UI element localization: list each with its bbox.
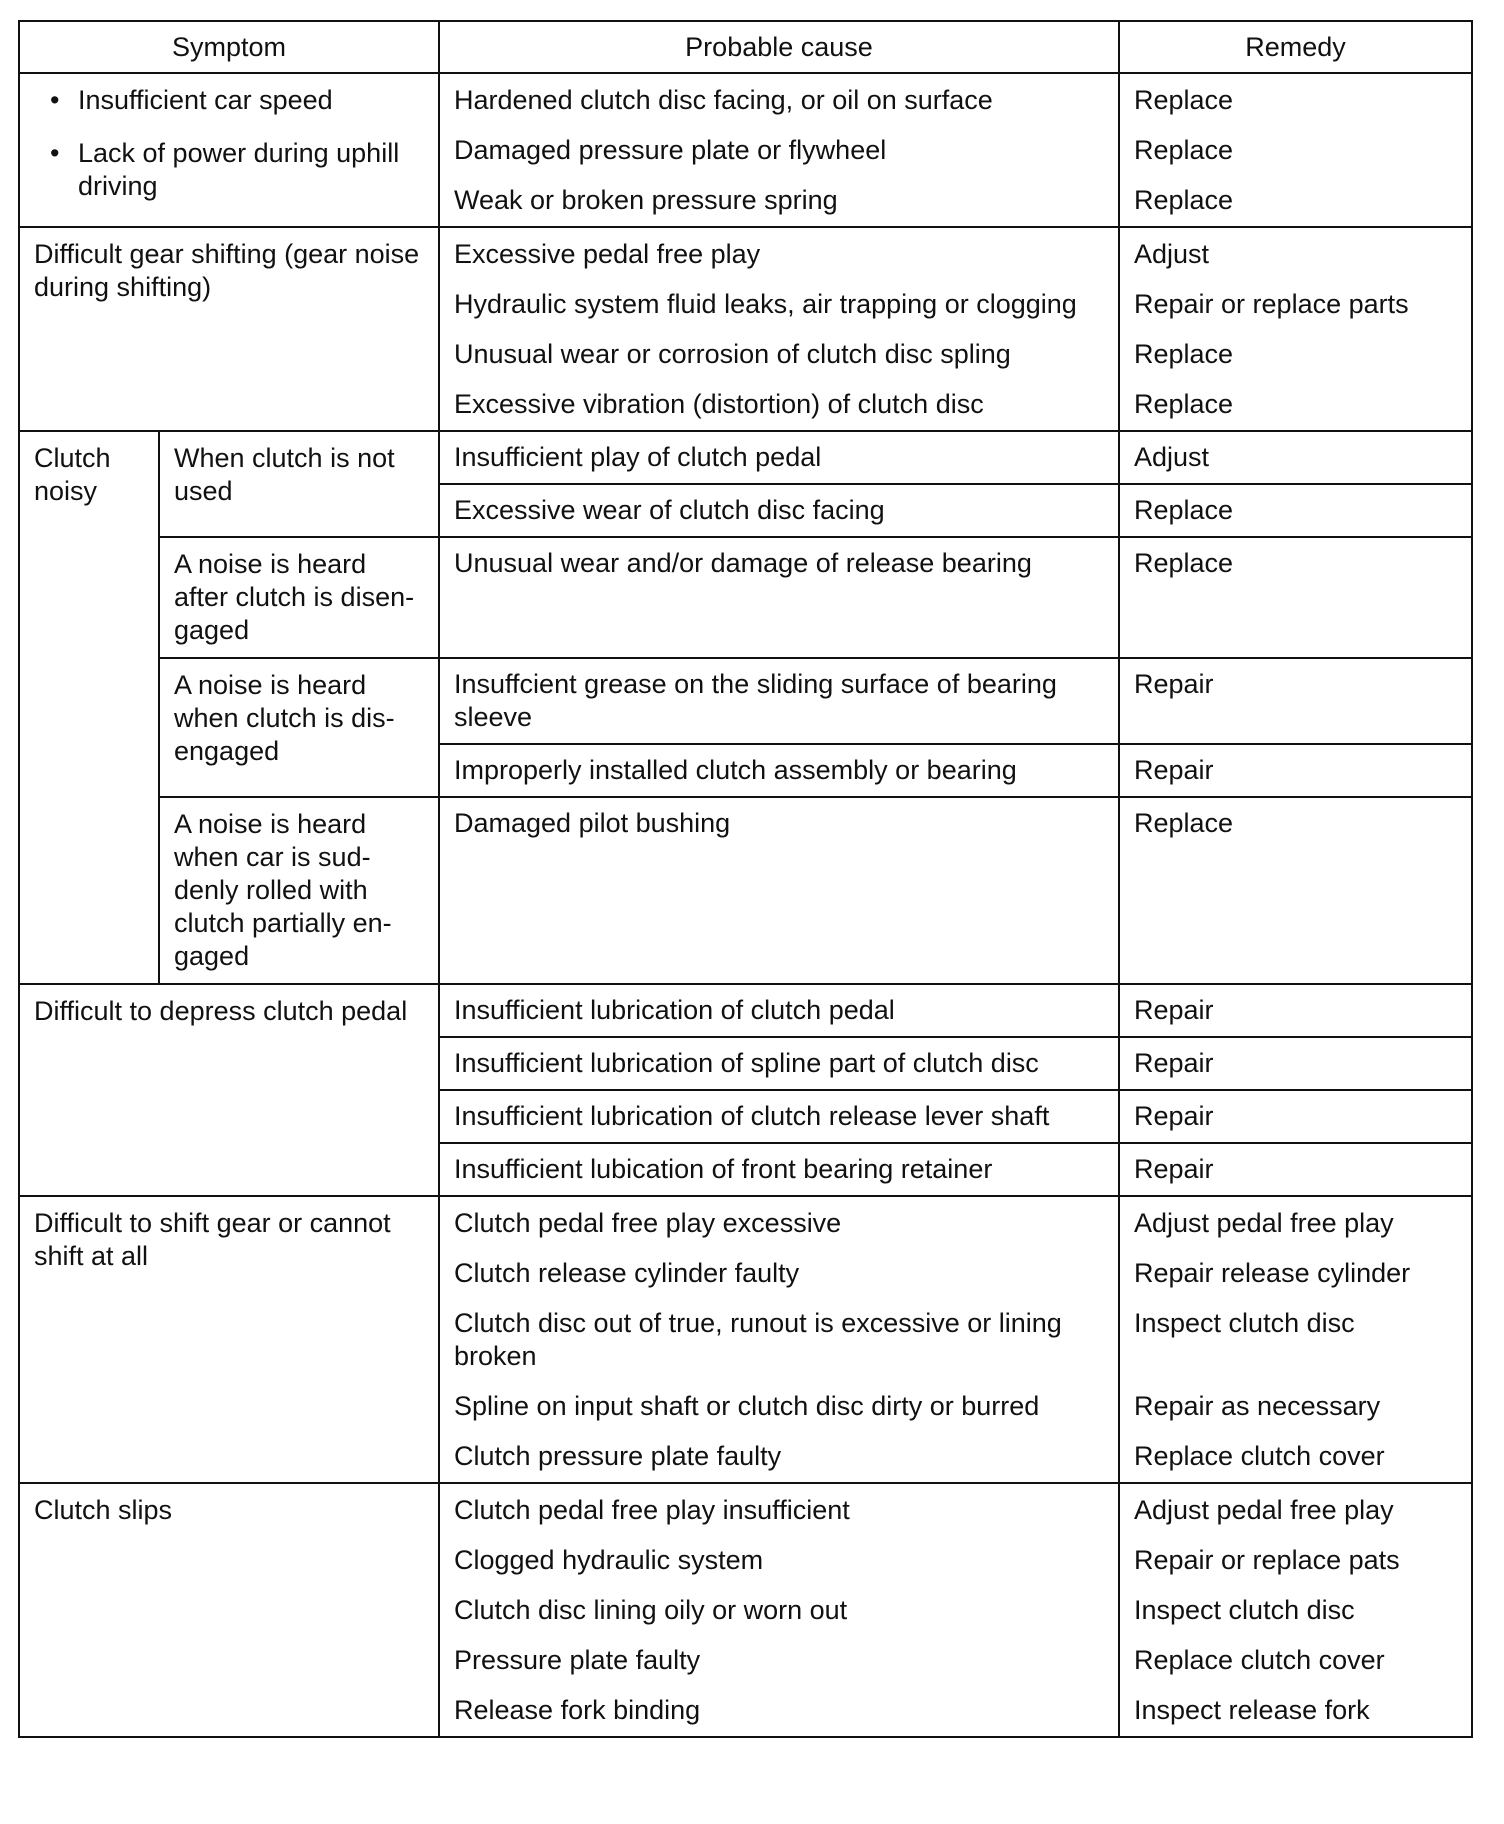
cause-cell: Unusual wear and/or damage of release bearing: [439, 537, 1119, 658]
table-row: [19, 658, 1472, 744]
symptom-cell: Difficult gear shifting (gear noise during shifting): [19, 227, 439, 431]
cause-cell: Spline on input shaft or clutch disc dirty or burred: [439, 1382, 1119, 1432]
symptom-text: Lack of power during uphill driving: [78, 138, 400, 201]
remedy-cell: Replace: [1119, 484, 1472, 537]
cause-cell: Damaged pilot bushing: [439, 797, 1119, 984]
symptom-bullet-item: [50, 84, 426, 117]
remedy-cell: Repair as necessary: [1119, 1382, 1472, 1432]
remedy-cell: Inspect clutch disc: [1119, 1586, 1472, 1636]
condition-cell: A noise is heard after clutch is disen-gaged: [159, 537, 439, 658]
remedy-cell: Inspect release fork: [1119, 1686, 1472, 1737]
remedy-cell: Repair: [1119, 1037, 1472, 1090]
cause-cell: Insufficient play of clutch pedal: [439, 431, 1119, 484]
remedy-cell: Repair or replace parts: [1119, 280, 1472, 330]
cause-cell: Hardened clutch disc facing, or oil on surface: [439, 73, 1119, 126]
remedy-cell: Replace clutch cover: [1119, 1432, 1472, 1483]
troubleshooting-table: [18, 20, 1473, 1738]
cause-cell: Insufficient lubrication of spline part of clutch disc: [439, 1037, 1119, 1090]
table-row: [19, 797, 1472, 984]
condition-cell: When clutch is not used: [159, 431, 439, 537]
remedy-cell: Replace: [1119, 330, 1472, 380]
condition-cell: A noise is heard when car is sud-denly rolled with clutch partially en-gaged: [159, 797, 439, 984]
cause-cell: Hydraulic system fluid leaks, air trapping or clogging: [439, 280, 1119, 330]
header-symptom: Symptom: [19, 21, 439, 73]
remedy-cell: Adjust: [1119, 227, 1472, 280]
cause-cell: Damaged pressure plate or flywheel: [439, 126, 1119, 176]
symptom-bullet-list: [34, 84, 426, 203]
cause-cell: Clutch pedal free play insufficient: [439, 1483, 1119, 1536]
cause-cell: Clutch pedal free play excessive: [439, 1196, 1119, 1249]
cause-cell: Clutch release cylinder faulty: [439, 1249, 1119, 1299]
remedy-cell: Replace clutch cover: [1119, 1636, 1472, 1686]
symptom-cell: Clutch slips: [19, 1483, 439, 1737]
troubleshooting-table-container: [18, 20, 1471, 1738]
remedy-cell: Inspect clutch disc: [1119, 1299, 1472, 1382]
table-row: [19, 537, 1472, 658]
cause-cell: Insuffcient grease on the sliding surface of bearing sleeve: [439, 658, 1119, 744]
remedy-cell: Repair: [1119, 984, 1472, 1037]
symptom-cell: Clutch noisy: [19, 431, 159, 984]
remedy-cell: Repair: [1119, 1143, 1472, 1196]
header-row: [19, 21, 1472, 73]
cause-cell: Excessive pedal free play: [439, 227, 1119, 280]
cause-cell: Unusual wear or corrosion of clutch disc spling: [439, 330, 1119, 380]
remedy-cell: Repair or replace pats: [1119, 1536, 1472, 1586]
remedy-cell: Replace: [1119, 380, 1472, 431]
symptom-cell: [19, 73, 439, 227]
symptom-bullet-item: [50, 137, 426, 203]
remedy-cell: Replace: [1119, 797, 1472, 984]
remedy-cell: Repair: [1119, 744, 1472, 797]
cause-cell: Insufficient lubrication of clutch release lever shaft: [439, 1090, 1119, 1143]
remedy-cell: Repair: [1119, 1090, 1472, 1143]
condition-cell: A noise is heard when clutch is dis-engaged: [159, 658, 439, 797]
cause-cell: Clogged hydraulic system: [439, 1536, 1119, 1586]
table-row: [19, 984, 1472, 1037]
table-row: [19, 1483, 1472, 1536]
table-row: [19, 1196, 1472, 1249]
table-row: [19, 227, 1472, 280]
remedy-cell: Repair: [1119, 658, 1472, 744]
remedy-cell: Adjust pedal free play: [1119, 1196, 1472, 1249]
cause-cell: Insufficient lubrication of clutch pedal: [439, 984, 1119, 1037]
table-row: [19, 73, 1472, 126]
remedy-cell: Replace: [1119, 126, 1472, 176]
cause-cell: Excessive wear of clutch disc facing: [439, 484, 1119, 537]
cause-cell: Clutch disc out of true, runout is excessive or lining broken: [439, 1299, 1119, 1382]
cause-cell: Excessive vibration (distortion) of clutch disc: [439, 380, 1119, 431]
cause-cell: Improperly installed clutch assembly or bearing: [439, 744, 1119, 797]
remedy-cell: Replace: [1119, 176, 1472, 227]
cause-cell: Release fork binding: [439, 1686, 1119, 1737]
cause-cell: Clutch disc lining oily or worn out: [439, 1586, 1119, 1636]
cause-cell: Insufficient lubication of front bearing retainer: [439, 1143, 1119, 1196]
cause-cell: Clutch pressure plate faulty: [439, 1432, 1119, 1483]
remedy-cell: Adjust pedal free play: [1119, 1483, 1472, 1536]
table-row: [19, 431, 1472, 484]
remedy-cell: Replace: [1119, 537, 1472, 658]
header-probable-cause: Probable cause: [439, 21, 1119, 73]
symptom-text: Insufficient car speed: [78, 85, 333, 115]
symptom-cell: Difficult to shift gear or cannot shift at all: [19, 1196, 439, 1483]
remedy-cell: Replace: [1119, 73, 1472, 126]
cause-cell: Pressure plate faulty: [439, 1636, 1119, 1686]
header-remedy: Remedy: [1119, 21, 1472, 73]
remedy-cell: Adjust: [1119, 431, 1472, 484]
symptom-cell: Difficult to depress clutch pedal: [19, 984, 439, 1196]
bullet-marker: •: [50, 138, 60, 168]
bullet-marker: •: [50, 85, 60, 115]
remedy-cell: Repair release cylinder: [1119, 1249, 1472, 1299]
cause-cell: Weak or broken pressure spring: [439, 176, 1119, 227]
